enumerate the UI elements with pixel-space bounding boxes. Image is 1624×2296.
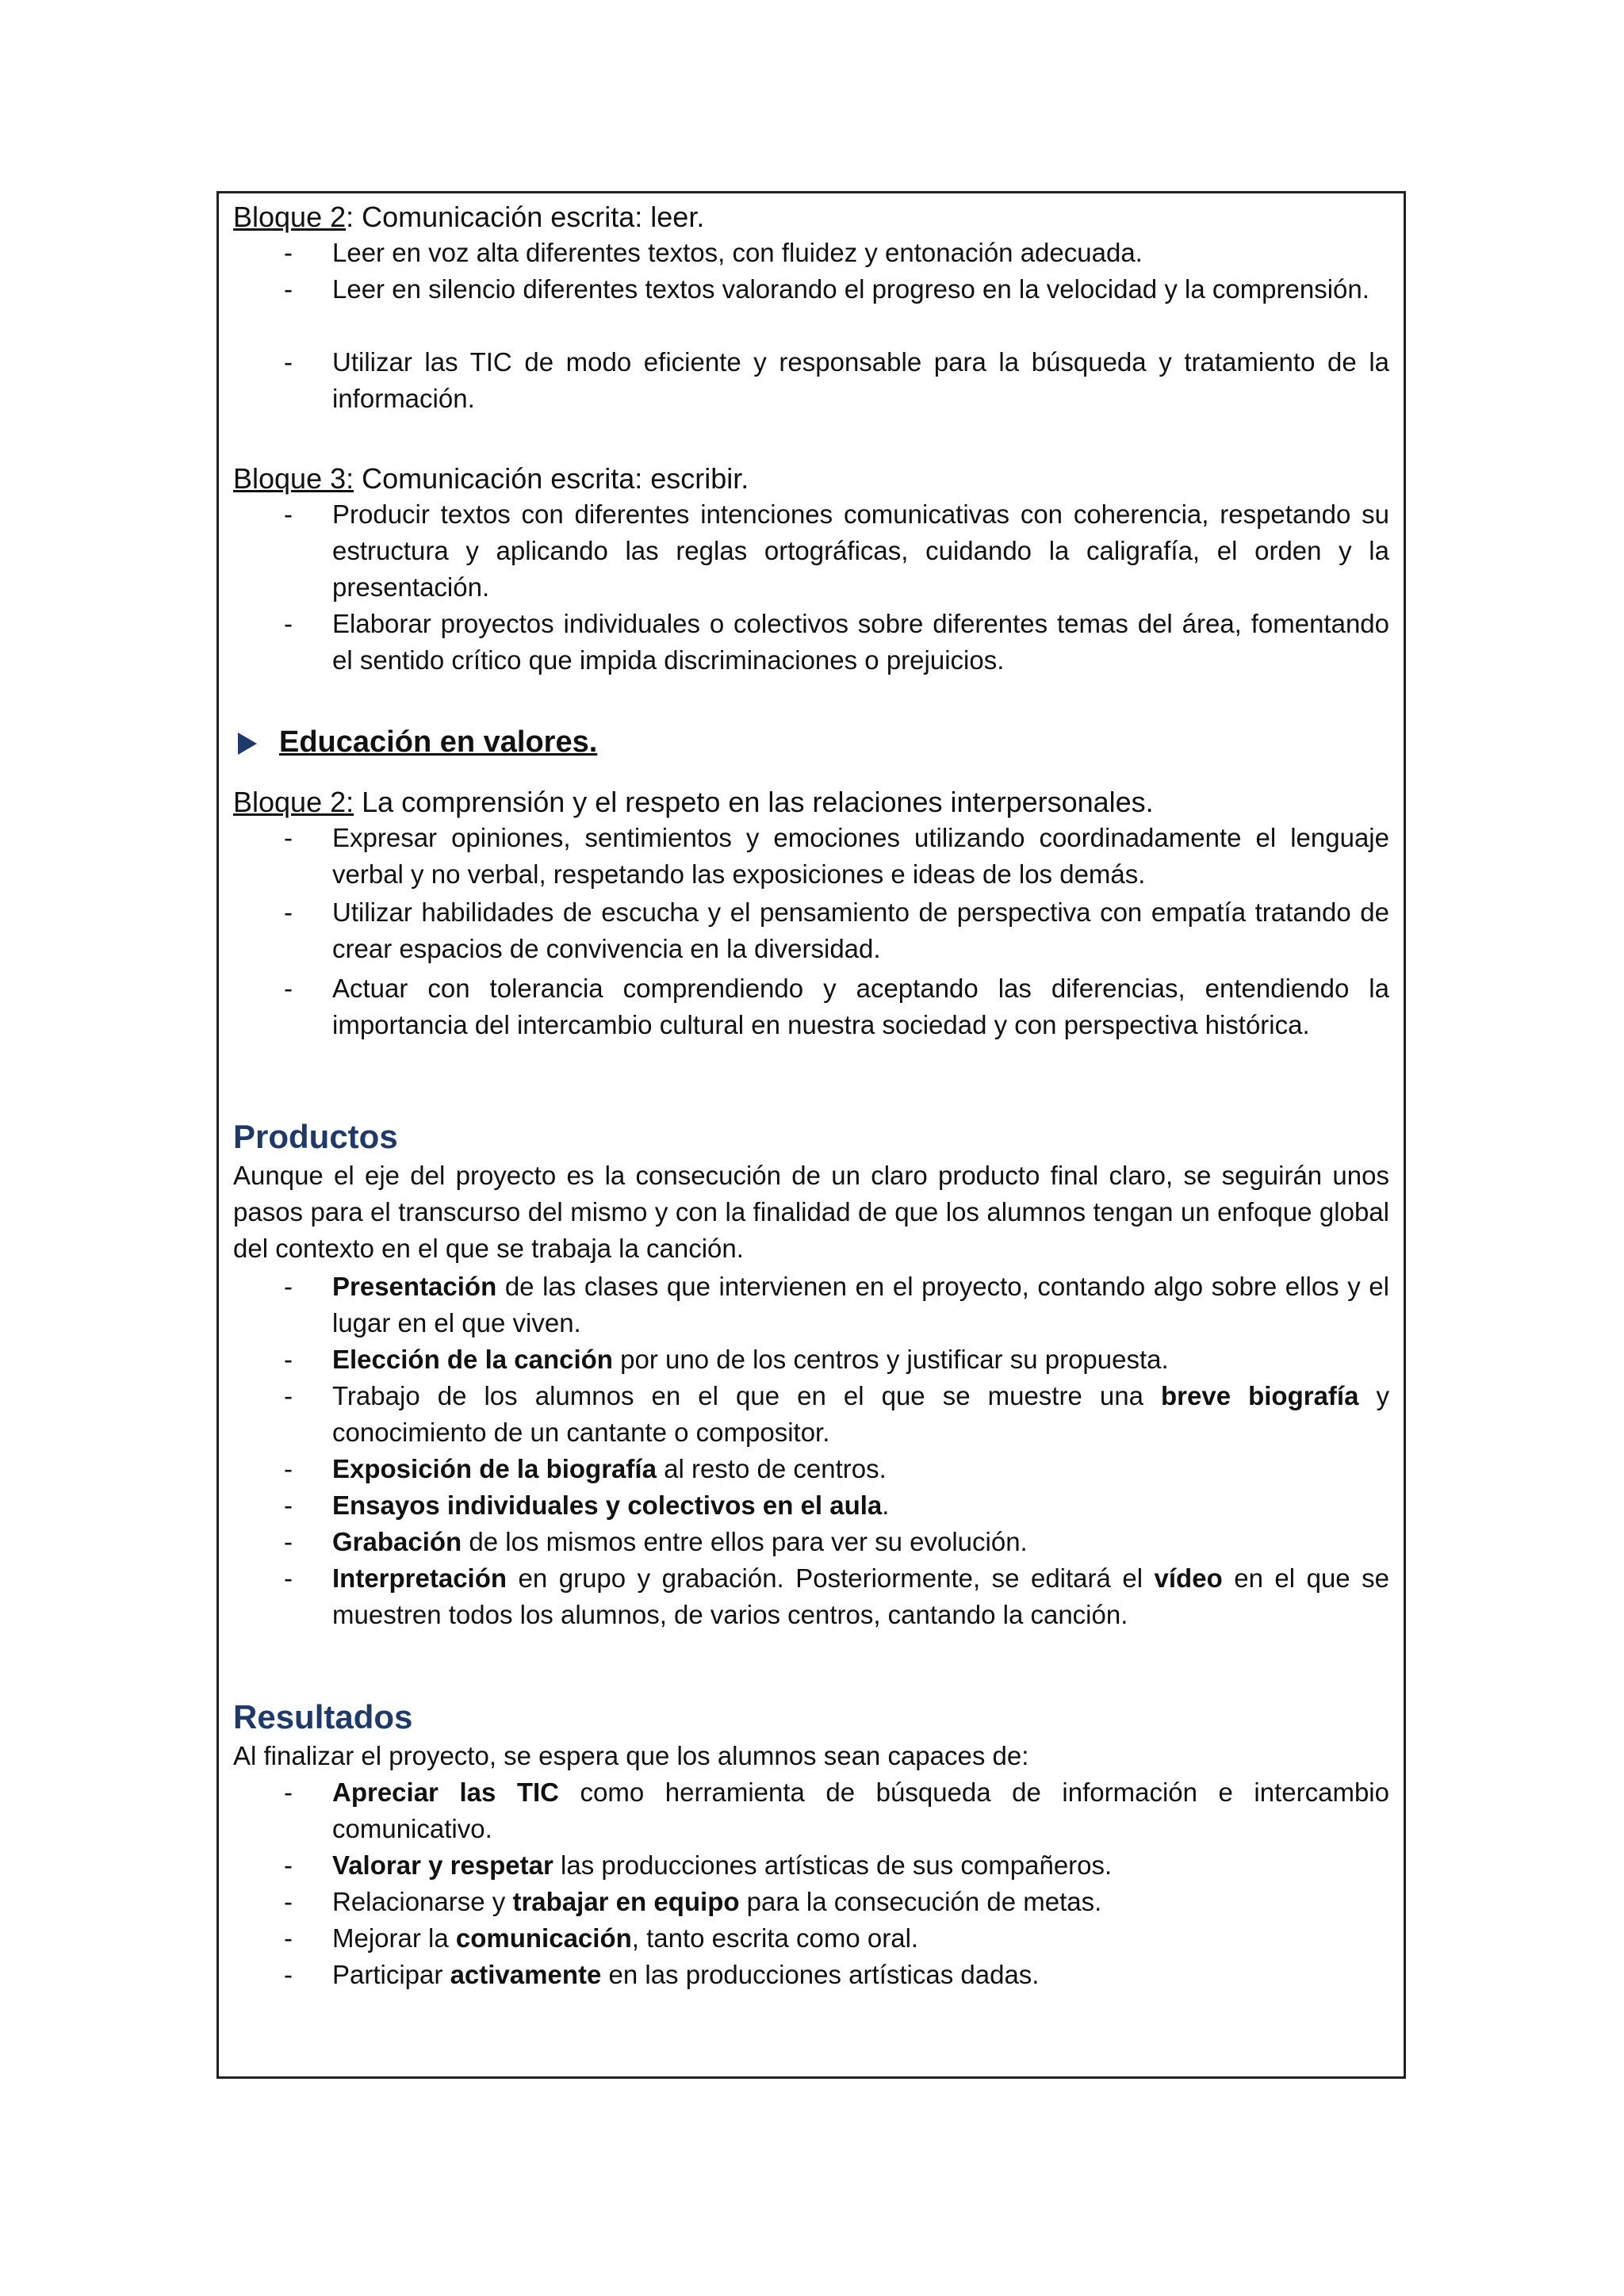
list-item: - Apreciar las TIC como herramienta de búsqueda de información e intercambio comunicativo. <box>284 1777 1389 1843</box>
bloque-2-heading: Bloque 2: Comunicación escrita: leer. <box>233 201 705 233</box>
list-item: - Presentación de las clases que intervienen en el proyecto, contando algo sobre ellos y el lugar en el que viven. <box>284 1272 1389 1337</box>
list-item: - Valorar y respetar las producciones artísticas de sus compañeros. <box>284 1850 1113 1880</box>
list-item: - Relacionarse y trabajar en equipo para la consecución de metas. <box>284 1887 1102 1916</box>
list-item: - Producir textos con diferentes intenciones comunicativas con coherencia, respetando su estructura y aplicando las reglas ortográficas, cuidando la caligrafía, el orden y la presentación. <box>284 499 1389 602</box>
resultados-intro: Al finalizar el proyecto, se espera que los alumnos sean capaces de: <box>233 1741 1029 1770</box>
list-item: - Expresar opiniones, sentimientos y emociones utilizando coordinadamente el lenguaje verbal y no verbal, respetando las exposiciones e ideas de los demás. <box>284 823 1389 889</box>
list-item: - Participar activamente en las producciones artísticas dadas. <box>284 1960 1040 1989</box>
list-item: - Utilizar las TIC de modo eficiente y responsable para la búsqueda y tratamiento de la información. <box>284 347 1389 413</box>
valores-bloque-heading: Bloque 2: La comprensión y el respeto en las relaciones interpersonales. <box>233 786 1154 818</box>
resultados-title: Resultados <box>233 1698 413 1735</box>
list-item: - Trabajo de los alumnos en el que en el que se muestre una breve biografía y conocimiento de un cantante o compositor. <box>284 1381 1390 1447</box>
content-frame <box>216 191 1406 2079</box>
list-item: - Elección de la canción por uno de los centros y justificar su propuesta. <box>284 1345 1169 1374</box>
bloque-3-heading: Bloque 3: Comunicación escrita: escribir. <box>233 462 749 495</box>
productos-intro: Aunque el eje del proyecto es la consecución de un claro producto final claro, se seguirán unos pasos para el transcurso del mismo y con la finalidad de que los alumnos tengan un enfoque global del contexto en el que se trabaja la canción. <box>233 1161 1389 1263</box>
valores-heading: Educación en valores. <box>238 723 597 761</box>
list-item: - Exposición de la biografía al resto de centros. <box>284 1454 887 1483</box>
list-item: - Interpretación en grupo y grabación. Posteriormente, se editará el vídeo en el que se muestren todos los alumnos, de varios centros, cantando la canción. <box>284 1563 1389 1629</box>
list-item: - Actuar con tolerancia comprendiendo y aceptando las diferencias, entendiendo la importancia del intercambio cultural en nuestra sociedad y con perspectiva histórica. <box>284 974 1389 1039</box>
list-item: - Leer en silencio diferentes textos valorando el progreso en la velocidad y la comprensión. <box>284 274 1369 304</box>
list-item: - Mejorar la comunicación, tanto escrita como oral. <box>284 1923 919 1953</box>
productos-title: Productos <box>233 1118 398 1155</box>
list-item: - Utilizar habilidades de escucha y el pensamiento de perspectiva con empatía tratando de crear espacios de convivencia en la diversidad. <box>284 897 1389 963</box>
triangle-bullet-icon <box>238 733 257 755</box>
list-item: - Elaborar proyectos individuales o colectivos sobre diferentes temas del área, fomentando el sentido crítico que impida discriminaciones o prejuicios. <box>284 609 1389 675</box>
list-item: - Ensayos individuales y colectivos en el aula. <box>284 1490 890 1520</box>
list-item: - Grabación de los mismos entre ellos para ver su evolución. <box>284 1527 1028 1556</box>
list-item: - Leer en voz alta diferentes textos, con fluidez y entonación adecuada. <box>284 238 1143 267</box>
